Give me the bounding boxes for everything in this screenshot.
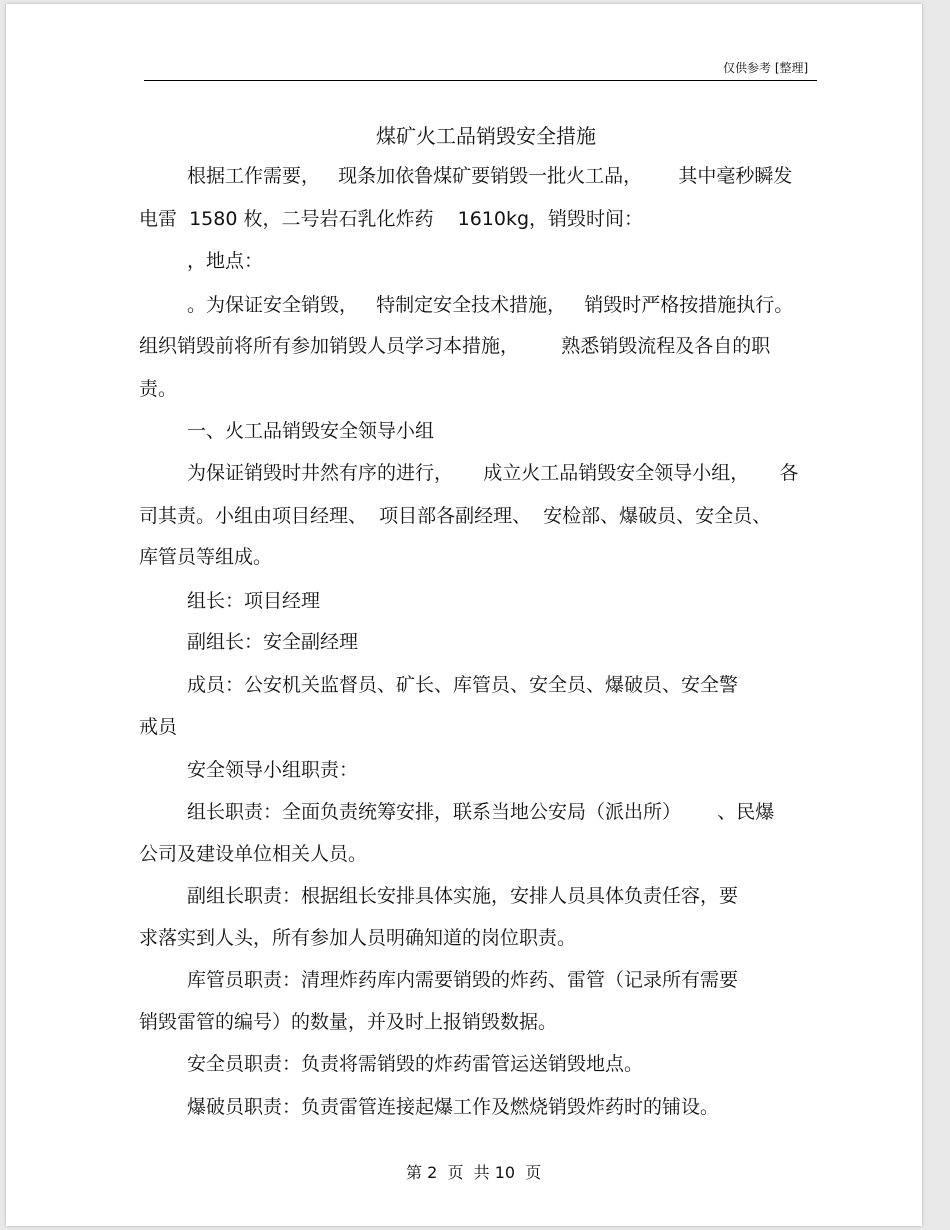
body-line: 库管员等组成。 xyxy=(139,546,273,568)
section-heading: 一、火工品销毁安全领导小组 xyxy=(187,420,435,442)
body-line: 根据工作需要， 现条加依鲁煤矿要销毁一批火工品， 其中毫秒瞬发 xyxy=(187,165,793,187)
body-line: ，地点： xyxy=(187,250,264,272)
body-line: 公司及建设单位相关人员。 xyxy=(139,843,368,865)
page-number-footer: 第 2 页 共 10 页 xyxy=(406,1163,542,1182)
body-line: 求落实到人头，所有参加人员明确知道的岗位职责。 xyxy=(139,927,577,949)
body-line: 安全员职责：负责将需销毁的炸药雷管运送销毁地点。 xyxy=(187,1053,644,1075)
body-line: 。为保证安全销毁， 特制定安全技术措施， 销毁时严格按措施执行。 xyxy=(187,294,794,316)
body-line: 戒员 xyxy=(139,716,178,738)
body-line: 副组长：安全副经理 xyxy=(187,631,359,653)
header-divider xyxy=(144,80,817,81)
body-line: 责。 xyxy=(139,378,178,400)
body-line: 安全领导小组职责： xyxy=(187,759,359,781)
body-line: 组长职责：全面负责统筹安排，联系当地公安局（派出所） 、民爆 xyxy=(187,801,775,823)
body-line: 成员：公安机关监督员、矿长、库管员、安全员、爆破员、安全警 xyxy=(187,674,739,696)
body-line: 库管员职责：清理炸药库内需要销毁的炸药、雷管（记录所有需要 xyxy=(187,969,739,991)
body-line: 司其责。小组由项目经理、 项目部各副经理、 安检部、爆破员、安全员、 xyxy=(139,505,772,527)
header-note: 仅供参考 [整理] xyxy=(723,61,809,75)
body-line: 组长：项目经理 xyxy=(187,590,321,612)
body-line: 电雷 1580 枚，二号岩石乳化炸药 1610kg，销毁时间： xyxy=(139,208,644,230)
body-line: 爆破员职责：负责雷管连接起爆工作及燃烧销毁炸药时的铺设。 xyxy=(187,1096,720,1118)
body-line: 副组长职责：根据组长安排具体实施，安排人员具体负责任容，要 xyxy=(187,885,739,907)
body-line: 为保证销毁时井然有序的进行， 成立火工品销毁安全领导小组， 各 xyxy=(187,462,799,484)
document-page xyxy=(6,4,922,1226)
body-line: 组织销毁前将所有参加销毁人员学习本措施， 熟悉销毁流程及各自的职 xyxy=(139,335,771,357)
body-line: 销毁雷管的编号）的数量，并及时上报销毁数据。 xyxy=(139,1011,558,1033)
document-title: 煤矿火工品销毁安全措施 xyxy=(376,124,596,148)
